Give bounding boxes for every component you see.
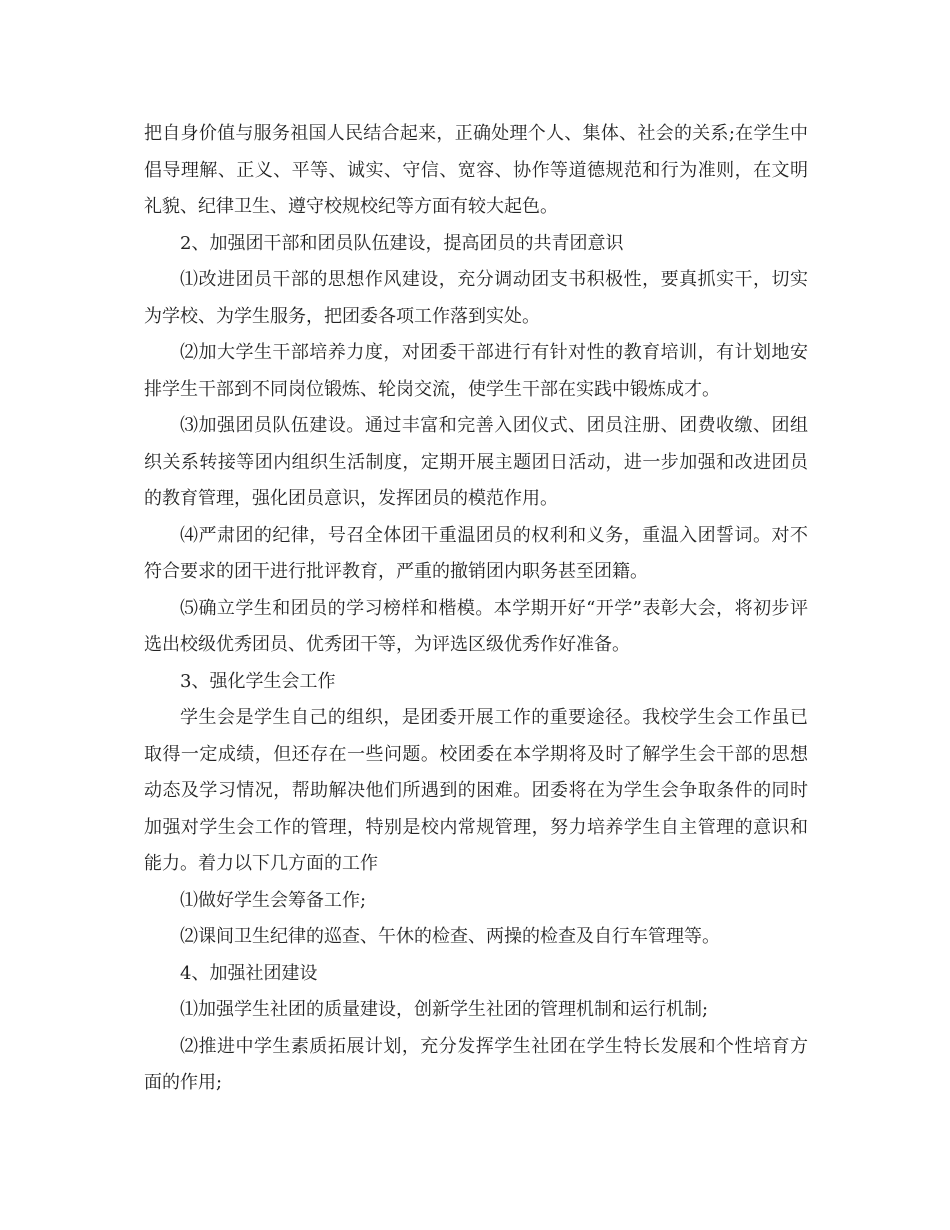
- section-heading: 4、加强社团建设: [180, 962, 318, 984]
- section-heading: 3、强化学生会工作: [180, 670, 336, 692]
- section-heading: 2、加强团干部和团员队伍建设，提高团员的共青团意识: [180, 232, 624, 254]
- list-item: ⑵加大学生干部培养力度，对团委干部进行有针对性的教育培训，有计划地安排学生干部到不同岗位锻炼、轮岗交流，使学生干部在实践中锻炼成才。: [144, 342, 808, 400]
- list-item: ⑶加强团员队伍建设。通过丰富和完善入团仪式、团员注册、团费收缴、团组织关系转接等团内组织生活制度，定期开展主题团日活动，进一步加强和改进团员的教育管理，强化团员意识，发挥团员的模范作用。: [144, 415, 808, 509]
- list-item: ⑵推进中学生素质拓展计划，充分发挥学生社团在学生特长发展和个性培育方面的作用;: [144, 1035, 808, 1093]
- paragraph: 把自身价值与服务祖国人民结合起来，正确处理个人、集体、社会的关系;在学生中倡导理解、正义、平等、诚实、守信、宽容、协作等道德规范和行为准则，在文明礼貌、纪律卫生、遵守校规校纪等方面有较大起色。: [144, 123, 808, 217]
- list-item: ⑴改进团员干部的思想作风建设，充分调动团支书积极性，要真抓实干，切实为学校、为学生服务，把团委各项工作落到实处。: [144, 269, 808, 327]
- list-item: ⑷严肃团的纪律，号召全体团干重温团员的权利和义务，重温入团誓词。对不符合要求的团干进行批评教育，严重的撤销团内职务甚至团籍。: [144, 524, 808, 582]
- list-item: ⑴做好学生会筹备工作;: [180, 889, 367, 911]
- document-body: [144, 116, 808, 1102]
- list-item: ⑴加强学生社团的质量建设，创新学生社团的管理机制和运行机制;: [180, 999, 709, 1020]
- list-item: ⑸确立学生和团员的学习榜样和楷模。本学期开好“开学”表彰大会，将初步评选出校级优秀团员、优秀团干等，为评选区级优秀作好准备。: [144, 597, 808, 655]
- paragraph: 学生会是学生自己的组织，是团委开展工作的重要途径。我校学生会工作虽已取得一定成绩，但还存在一些问题。校团委在本学期将及时了解学生会干部的思想动态及学习情况，帮助解决他们所遇到的困难。团委将在为学生会争取条件的同时加强对学生会工作的管理，特别是校内常规管理，努力培养学生自主管理的意识和能力。着力以下几方面的工作: [144, 707, 808, 874]
- list-item: ⑵课间卫生纪律的巡查、午休的检查、两操的检查及自行车管理等。: [180, 926, 720, 947]
